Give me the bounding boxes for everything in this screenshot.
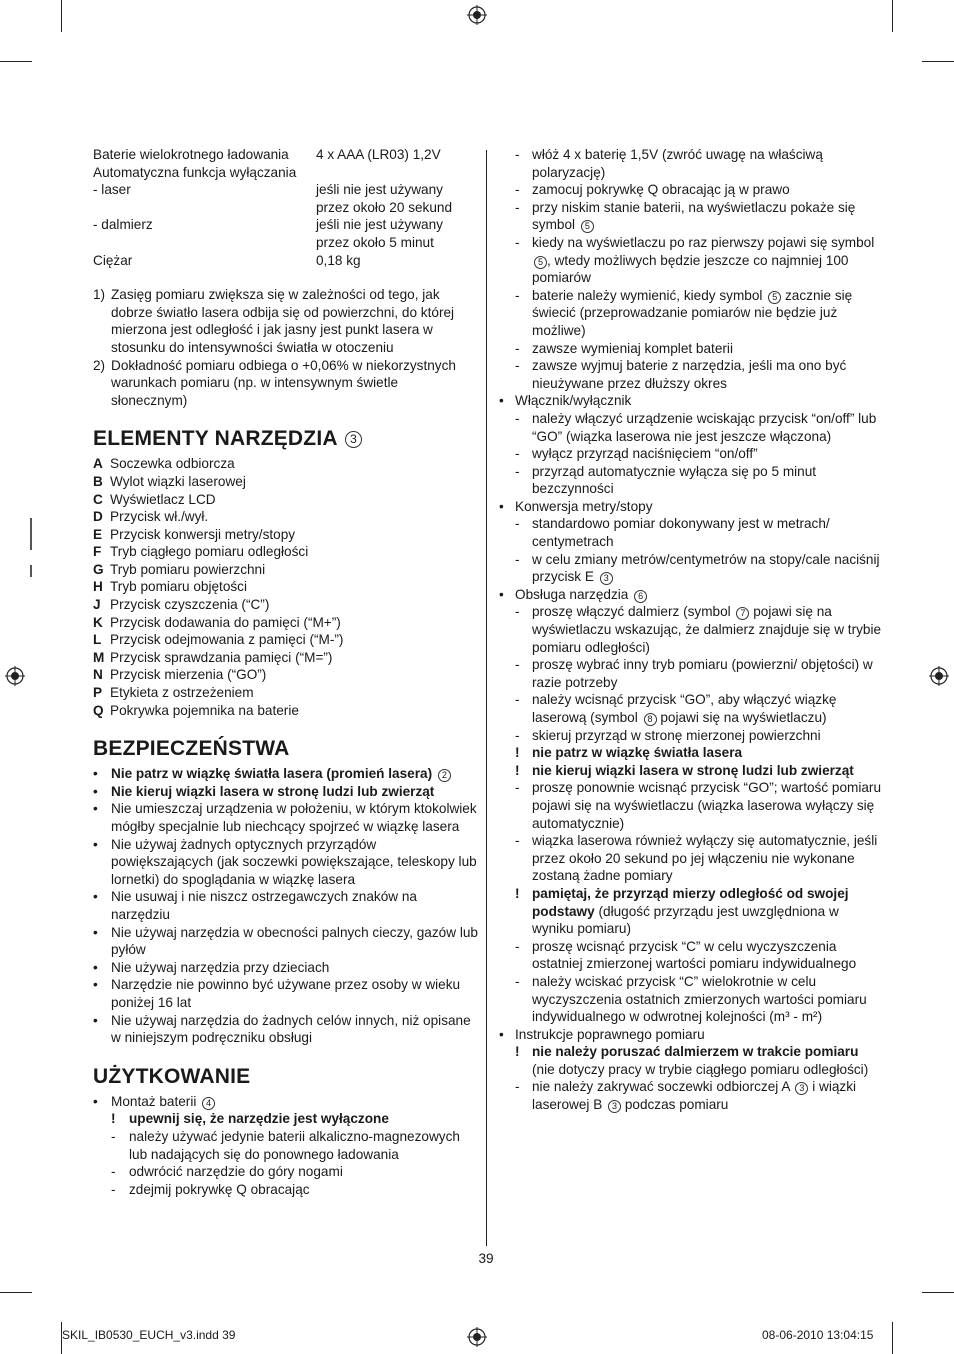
crop-mark bbox=[922, 61, 954, 62]
page-number: 39 bbox=[478, 1251, 494, 1266]
step-text: przyrząd automatycznie wyłącza się po 5 minut bezczynności bbox=[532, 463, 817, 497]
step-text: pojawi się na wyświetlaczu) bbox=[660, 710, 827, 725]
list-item bbox=[93, 1012, 478, 1047]
list-item bbox=[93, 976, 478, 1011]
list-item bbox=[499, 551, 884, 586]
list-item bbox=[499, 586, 884, 604]
list-item bbox=[499, 779, 884, 832]
bullet-icon: • bbox=[93, 783, 98, 799]
list-item bbox=[93, 649, 478, 667]
component-text: Pokrywka pojemnika na baterie bbox=[110, 702, 299, 718]
list-item bbox=[93, 596, 478, 614]
spec-row bbox=[93, 216, 478, 251]
component-key: G bbox=[93, 561, 104, 577]
dash-icon: - bbox=[515, 182, 520, 198]
component-key: H bbox=[93, 579, 103, 595]
list-item bbox=[93, 508, 478, 526]
safety-text: Nie używaj narzędzia w obecności palnych cieczy, gazów lub pyłów bbox=[111, 924, 478, 958]
list-item bbox=[499, 340, 884, 358]
component-key: E bbox=[93, 526, 103, 542]
list-item bbox=[93, 473, 478, 491]
sidebar-mark bbox=[30, 565, 32, 577]
usage-list bbox=[93, 1093, 478, 1199]
dash-icon: - bbox=[515, 358, 520, 374]
step-text: zacznie się świecić (przeprowadzanie pomiarów nie będzie już możliwe) bbox=[532, 287, 853, 338]
figure-ref-icon: 2 bbox=[438, 769, 451, 782]
bullet-icon: • bbox=[93, 1012, 98, 1028]
spec-row bbox=[93, 146, 478, 164]
step-text: skieruj przyrząd w stronę mierzonej powierzchni bbox=[532, 727, 821, 743]
dash-icon: - bbox=[111, 1128, 116, 1144]
component-key: F bbox=[93, 544, 102, 560]
footnote-number: 2) bbox=[93, 357, 106, 373]
safety-text-bold: Nie patrz w wiązkę światła lasera (promień lasera) bbox=[111, 766, 433, 782]
component-key: M bbox=[93, 649, 105, 665]
step-text: odwrócić narzędzie do góry nogami bbox=[129, 1164, 343, 1180]
component-key: K bbox=[93, 614, 103, 630]
topic-label: Włącznik/wyłącznik bbox=[515, 393, 632, 409]
list-item bbox=[499, 603, 884, 656]
crop-mark bbox=[0, 1292, 32, 1293]
column-divider bbox=[486, 150, 487, 1246]
footnote bbox=[93, 357, 478, 410]
spec-label: Automatyczna funkcja wyłączania bbox=[93, 164, 297, 180]
step-text: należy wcisnąć przycisk “GO”, aby włączyć wiązkę laserową (symbol bbox=[532, 692, 837, 725]
usage-text: Montaż baterii bbox=[111, 1093, 197, 1109]
bullet-icon: • bbox=[93, 889, 98, 905]
safety-text: Nie używaj narzędzia do żadnych celów innych, niż opisane w niniejszym podręczniku obsługi bbox=[111, 1012, 471, 1046]
component-text: Tryb ciągłego pomiaru odległości bbox=[110, 544, 309, 560]
registration-mark-icon bbox=[467, 5, 487, 25]
dash-icon: - bbox=[515, 340, 520, 356]
dash-icon: - bbox=[515, 780, 520, 796]
list-item bbox=[499, 410, 884, 445]
list-item bbox=[499, 392, 884, 410]
step-text: włóż 4 x baterię 1,5V (zwróć uwagę na właściwą polaryzację) bbox=[532, 147, 823, 180]
bullet-icon: • bbox=[93, 924, 98, 940]
list-item bbox=[93, 888, 478, 923]
step-text: i wiązki laserowej B bbox=[532, 1079, 857, 1113]
component-text: Przycisk czyszczenia (“C”) bbox=[110, 597, 270, 613]
list-item bbox=[93, 959, 478, 977]
figure-ref-icon: 5 bbox=[581, 220, 594, 233]
spec-label: Baterie wielokrotnego ładowania bbox=[93, 147, 289, 162]
step-text: kiedy na wyświetlaczu po raz pierwszy pojawi się symbol bbox=[532, 234, 875, 250]
list-item bbox=[499, 445, 884, 463]
component-key: J bbox=[93, 597, 101, 613]
list-item bbox=[499, 463, 884, 498]
safety-list bbox=[93, 765, 478, 1047]
component-text: Wyświetlacz LCD bbox=[110, 491, 216, 507]
list-item bbox=[499, 287, 884, 340]
list-item bbox=[93, 1093, 478, 1111]
figure-ref-icon: 8 bbox=[644, 713, 657, 726]
list-item bbox=[499, 744, 884, 762]
list-item bbox=[93, 666, 478, 684]
crop-mark bbox=[922, 1292, 954, 1293]
dash-icon: - bbox=[111, 1181, 116, 1197]
list-item bbox=[499, 181, 884, 199]
step-text: standardowo pomiar dokonywany jest w metrach/ centymetrach bbox=[532, 516, 830, 550]
figure-ref-icon: 5 bbox=[534, 256, 547, 269]
registration-mark-icon bbox=[929, 666, 949, 686]
step-text: proszę ponownie wcisnąć przycisk “GO”; wartość pomiaru pojawi się na wyświetlaczu (wiązka laserowa wyłączy się automatycznie) bbox=[532, 780, 882, 831]
figure-ref-icon: 3 bbox=[795, 1082, 808, 1095]
list-item bbox=[499, 1026, 884, 1044]
step-text: zawsze wyjmuj baterie z narzędzia, jeśli ma ono być nieużywane przez dłuższy okres bbox=[532, 358, 847, 391]
spec-value: 4 x AAA (LR03) 1,2V bbox=[316, 147, 441, 162]
dash-icon: - bbox=[111, 1164, 116, 1180]
bullet-icon: • bbox=[93, 836, 98, 852]
footnote-text: Zasięg pomiaru zwiększa się w zależności od tego, jak dobrze światło lasera odbija się od powierzchni, do której mierzona jest odległość i jak jasny jest punkt lasera w stosunku do intensywności światła w otoczeniu bbox=[111, 287, 455, 355]
component-text: Etykieta z ostrzeżeniem bbox=[110, 685, 254, 701]
dash-icon: - bbox=[515, 463, 520, 479]
list-item bbox=[499, 973, 884, 1026]
bullet-icon: • bbox=[499, 1026, 504, 1042]
heading-text: ELEMENTY NARZĘDZIA bbox=[93, 427, 337, 451]
crop-mark bbox=[0, 61, 32, 62]
spec-value: 0,18 kg bbox=[316, 252, 361, 268]
bullet-icon: • bbox=[93, 1093, 98, 1109]
figure-ref-icon: 3 bbox=[608, 1100, 621, 1113]
components-list bbox=[93, 455, 478, 719]
list-item bbox=[499, 357, 884, 392]
list-item bbox=[93, 836, 478, 889]
figure-ref-icon: 4 bbox=[202, 1097, 215, 1110]
footnote-text: Dokładność pomiaru odbiega o +0,06% w niekorzystnych warunkach pomiaru (np. w intensywnym świetle słonecznym) bbox=[111, 357, 456, 408]
list-item bbox=[93, 1110, 478, 1128]
list-item bbox=[93, 1163, 478, 1181]
right-column bbox=[499, 146, 884, 1114]
list-item bbox=[499, 656, 884, 691]
dash-icon: - bbox=[515, 692, 520, 708]
warning-mark-icon: ! bbox=[515, 885, 520, 901]
spec-row bbox=[93, 252, 478, 270]
step-text: w celu zmiany metrów/centymetrów na stopy/cale naciśnij przycisk E bbox=[532, 551, 880, 585]
step-text: proszę wybrać inny tryb pomiaru (powierzni/ objętości) w razie potrzeby bbox=[532, 657, 873, 690]
step-text: wiązka laserowa również wyłączy się automatycznie, jeśli przez około 20 sekund po jej włączeniu nie wykonane zostaną żadne pomiary bbox=[532, 833, 878, 884]
component-text: Przycisk dodawania do pamięci (“M+”) bbox=[110, 614, 341, 630]
dash-icon: - bbox=[515, 234, 520, 250]
spec-table bbox=[93, 146, 478, 269]
step-text: , wtedy możliwych będzie jeszcze co najmniej 100 pomiarów bbox=[532, 252, 849, 286]
figure-ref-icon: 3 bbox=[345, 431, 362, 448]
step-text: pojawi się na wyświetlaczu wskazując, że dalmierz znajduje się w trybie pomiaru odległości) bbox=[532, 604, 882, 655]
figure-ref-icon: 3 bbox=[600, 572, 613, 585]
component-text: Przycisk wł./wył. bbox=[110, 509, 209, 525]
section-heading-usage: UŻYTKOWANIE bbox=[93, 1064, 251, 1088]
footnote-number: 1) bbox=[93, 287, 106, 303]
warning-mark-icon: ! bbox=[515, 762, 520, 778]
slug-timestamp: 08-06-2010 13:04:15 bbox=[762, 1328, 874, 1342]
bullet-icon: • bbox=[93, 801, 98, 817]
step-text: przy niskim stanie baterii, na wyświetlaczu pokaże się symbol bbox=[532, 199, 856, 233]
safety-text: Narzędzie nie powinno być używane przez osoby w wieku poniżej 16 lat bbox=[111, 977, 461, 1010]
list-item bbox=[93, 561, 478, 579]
dash-icon: - bbox=[515, 973, 520, 989]
list-item bbox=[499, 1043, 884, 1078]
warning-text: pamiętaj, że przyrząd mierzy odległość od swojej podstawy bbox=[532, 885, 849, 919]
dash-icon: - bbox=[515, 938, 520, 954]
figure-ref-icon: 7 bbox=[736, 607, 749, 620]
step-text: (nie dotyczy pracy w trybie ciągłego pomiaru odległości) bbox=[532, 1061, 869, 1077]
bullet-icon: • bbox=[93, 766, 98, 782]
component-key: A bbox=[93, 456, 103, 472]
list-item bbox=[93, 631, 478, 649]
dash-icon: - bbox=[515, 199, 520, 215]
registration-mark-icon bbox=[467, 1327, 487, 1347]
figure-ref-icon: 6 bbox=[634, 590, 647, 603]
safety-text: Nie umieszczaj urządzenia w położeniu, w którym ktokolwiek mógłby specjalnie lub niechcący spojrzeć w wiązkę lasera bbox=[111, 801, 477, 834]
step-text: zdejmij pokrywkę Q obracając bbox=[129, 1181, 310, 1197]
topic-label: Obsługa narzędzia bbox=[515, 586, 629, 602]
warning-mark-icon: ! bbox=[515, 745, 520, 761]
dash-icon: - bbox=[515, 727, 520, 743]
registration-mark-icon bbox=[5, 666, 25, 686]
list-item bbox=[499, 885, 884, 938]
spec-label: - dalmierz bbox=[93, 217, 153, 233]
spacer bbox=[93, 269, 478, 286]
dash-icon: - bbox=[515, 147, 520, 162]
safety-text: Nie usuwaj i nie niszcz ostrzegawczych znaków na narzędziu bbox=[111, 889, 417, 922]
bullet-icon: • bbox=[93, 977, 98, 993]
figure-ref-icon: 5 bbox=[768, 291, 781, 304]
footnote bbox=[93, 286, 478, 356]
warning-mark-icon: ! bbox=[515, 1044, 520, 1060]
safety-text: Nie używaj narzędzia przy dzieciach bbox=[111, 959, 330, 975]
list-item bbox=[499, 234, 884, 287]
component-text: Przycisk mierzenia (“GO”) bbox=[110, 667, 267, 683]
component-key: D bbox=[93, 509, 103, 525]
dash-icon: - bbox=[515, 657, 520, 673]
component-text: Przycisk sprawdzania pamięci (“M=”) bbox=[110, 649, 333, 665]
spec-value bbox=[296, 164, 478, 182]
component-key: L bbox=[93, 632, 102, 648]
step-text: wyłącz przyrząd naciśnięciem “on/off” bbox=[532, 446, 758, 462]
list-item bbox=[93, 455, 478, 473]
crop-mark bbox=[61, 0, 62, 32]
spec-label: Ciężar bbox=[93, 252, 133, 268]
list-item bbox=[93, 1181, 478, 1199]
dash-icon: - bbox=[515, 551, 520, 567]
step-text: zawsze wymieniaj komplet baterii bbox=[532, 340, 733, 356]
list-item bbox=[93, 1128, 478, 1163]
dash-icon: - bbox=[515, 516, 520, 532]
list-item bbox=[93, 702, 478, 720]
list-item bbox=[93, 783, 478, 801]
list-item bbox=[93, 800, 478, 835]
step-text: należy włączyć urządzenie wciskając przycisk “on/off” lub “GO” (wiązka laserowa nie jest jeszcze włączona) bbox=[532, 410, 877, 444]
component-text: Tryb pomiaru powierzchni bbox=[110, 561, 266, 577]
safety-text: Nie używaj żadnych optycznych przyrządów powiększających (jak soczewki powiększające, teleskopy lub lornetki) do spoglądania w wiązkę lasera bbox=[111, 836, 477, 887]
crop-mark bbox=[892, 0, 893, 32]
dash-icon: - bbox=[515, 604, 520, 620]
step-text: baterie należy wymienić, kiedy symbol bbox=[532, 287, 763, 303]
component-key: N bbox=[93, 667, 103, 683]
warning-mark-icon: ! bbox=[111, 1111, 116, 1127]
list-item bbox=[499, 498, 884, 516]
warning-text: upewnij się, że narzędzie jest wyłączone bbox=[129, 1111, 389, 1127]
crop-mark bbox=[892, 1322, 893, 1354]
topic-label: Instrukcje poprawnego pomiaru bbox=[515, 1026, 705, 1042]
warning-text: nie kieruj wiązki lasera w stronę ludzi lub zwierząt bbox=[532, 762, 854, 778]
dash-icon: - bbox=[515, 833, 520, 849]
step-text: nie należy zakrywać soczewki odbiorczej A bbox=[532, 1079, 790, 1095]
step-text: należy używać jedynie baterii alkaliczno-magnezowych lub nadających się do ponownego ładowania bbox=[129, 1128, 460, 1162]
list-item bbox=[93, 765, 478, 783]
component-text: Wylot wiązki laserowej bbox=[110, 473, 246, 489]
bullet-icon: • bbox=[93, 959, 98, 975]
sidebar-mark bbox=[30, 518, 32, 550]
step-text: zamocuj pokrywkę Q obracając ją w prawo bbox=[532, 182, 790, 198]
list-item bbox=[93, 684, 478, 702]
list-item bbox=[499, 727, 884, 745]
topic-label: Konwersja metry/stopy bbox=[515, 498, 653, 514]
spec-row bbox=[93, 181, 478, 216]
dash-icon: - bbox=[515, 446, 520, 462]
dash-icon: - bbox=[515, 287, 520, 303]
list-item bbox=[93, 614, 478, 632]
slug-filename: SKIL_IB0530_EUCH_v3.indd 39 bbox=[62, 1328, 236, 1342]
warning-text: nie należy poruszać dalmierzem w trakcie pomiaru bbox=[532, 1044, 859, 1060]
component-text: Soczewka odbiorcza bbox=[110, 456, 235, 472]
component-key: Q bbox=[93, 702, 104, 718]
warning-text: nie patrz w wiązkę światła lasera bbox=[532, 745, 743, 761]
list-item bbox=[499, 199, 884, 234]
dash-icon: - bbox=[515, 1079, 520, 1095]
list-item bbox=[93, 491, 478, 509]
list-item bbox=[499, 762, 884, 780]
list-item bbox=[93, 543, 478, 561]
bullet-icon: • bbox=[499, 586, 504, 602]
list-item bbox=[499, 1078, 884, 1113]
component-text: Tryb pomiaru objętości bbox=[110, 579, 247, 595]
left-column bbox=[93, 146, 478, 1198]
section-heading-safety: BEZPIECZEŃSTWA bbox=[93, 737, 290, 761]
list-item bbox=[499, 146, 884, 181]
list-item bbox=[499, 832, 884, 885]
spec-row bbox=[93, 164, 478, 182]
bullet-icon: • bbox=[499, 393, 504, 409]
step-text: należy wciskać przycisk “C” wielokrotnie w celu wyczyszczenia ostatnich zmierzonych wartości pomiaru indywidualnego w odwrotnej kolejności (m³ - m²) bbox=[532, 973, 867, 1025]
list-item bbox=[93, 578, 478, 596]
list-item bbox=[93, 924, 478, 959]
list-item bbox=[499, 515, 884, 550]
list-item bbox=[499, 938, 884, 973]
list-item bbox=[499, 691, 884, 726]
component-text: Przycisk odejmowania z pamięci (“M-”) bbox=[110, 632, 344, 648]
step-text: proszę wcisnąć przycisk “C” w celu wyczyszczenia ostatniej zmierzonej wartości pomiaru indywidualnego bbox=[532, 938, 857, 972]
component-text: Przycisk konwersji metry/stopy bbox=[110, 526, 296, 542]
component-key: C bbox=[93, 491, 103, 507]
spec-value: jeśli nie jest używany przez około 20 sekund bbox=[316, 182, 453, 215]
list-item bbox=[93, 526, 478, 544]
spec-value: jeśli nie jest używany przez około 5 minut bbox=[316, 217, 443, 250]
safety-text-bold: Nie kieruj wiązki lasera w stronę ludzi lub zwierząt bbox=[111, 783, 435, 799]
step-text: podczas pomiaru bbox=[621, 1097, 729, 1113]
component-key: B bbox=[93, 473, 103, 489]
spec-label: - laser bbox=[93, 182, 131, 198]
step-text: proszę włączyć dalmierz (symbol bbox=[532, 604, 731, 620]
section-heading-elements bbox=[93, 427, 478, 451]
dash-icon: - bbox=[515, 410, 520, 426]
component-key: P bbox=[93, 685, 103, 701]
step-text: (długość przyrządu jest uwzględniona w wyniku pomiaru) bbox=[532, 903, 839, 937]
bullet-icon: • bbox=[499, 498, 504, 514]
